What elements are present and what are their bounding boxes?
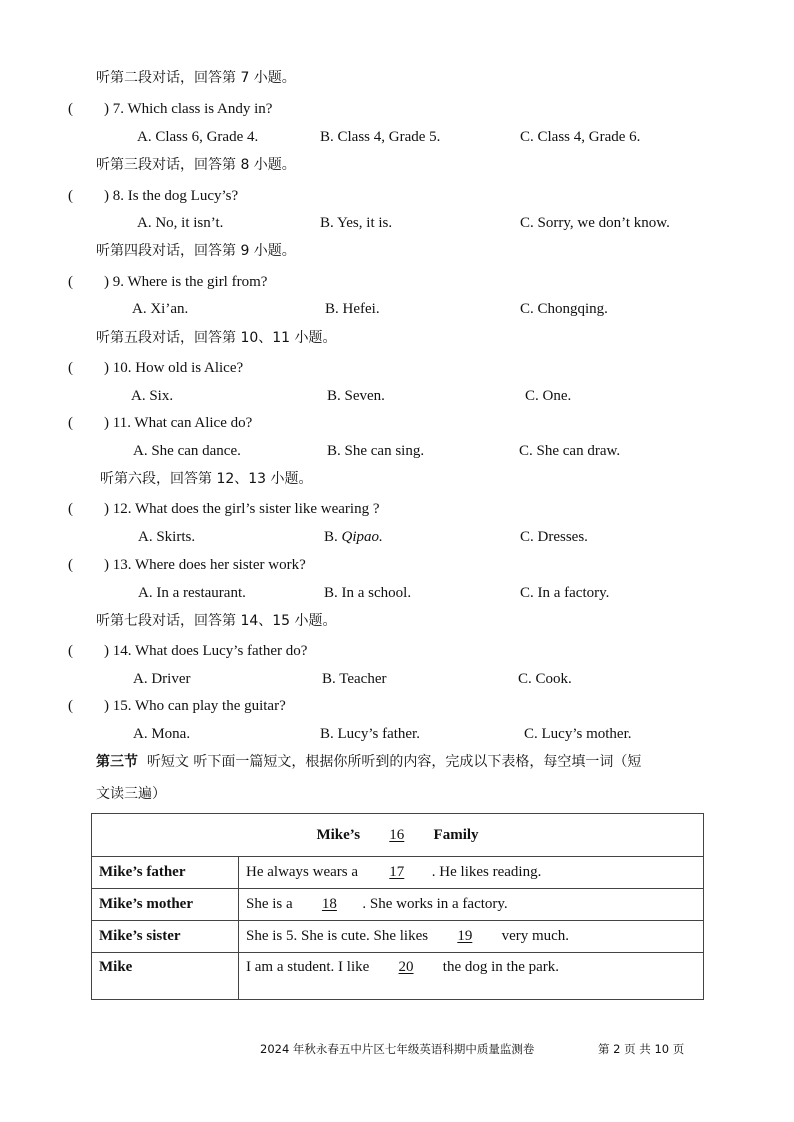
section-3-title: 第三节 — [96, 754, 138, 770]
question-text: ) 9. Where is the girl from? — [104, 274, 268, 290]
option-a: A. Six. — [131, 388, 174, 404]
answer-paren: ( — [68, 415, 73, 431]
option-b: B. Yes, it is. — [320, 215, 393, 231]
row-text-post: . He likes reading. — [431, 864, 542, 880]
dialogue-5-instruction: 听第五段对话，回答第 10、11 小题。 — [96, 330, 337, 346]
question-15 — [68, 696, 286, 716]
answer-paren: ( — [68, 643, 73, 659]
section-3-instruction — [96, 752, 641, 772]
option-a: A. No, it isn’t. — [137, 215, 224, 231]
table-header-cell — [92, 814, 704, 857]
row-label: Mike — [92, 953, 239, 1000]
option-b: B. She can sing. — [327, 443, 425, 459]
option-a: A. Skirts. — [138, 529, 196, 545]
question-text: ) 15. Who can play the guitar? — [104, 698, 286, 714]
question-13 — [68, 555, 306, 575]
row-content — [239, 889, 704, 921]
question-9 — [68, 272, 268, 292]
footer-page-number: 第 2 页 共 10 页 — [598, 1042, 685, 1056]
dialogue-7-instruction: 听第七段对话，回答第 14、15 小题。 — [96, 613, 337, 629]
row-label: Mike’s mother — [92, 889, 239, 921]
question-7 — [68, 99, 273, 119]
row-text-post: the dog in the park. — [439, 959, 560, 975]
option-c: C. One. — [525, 388, 572, 404]
table-row — [92, 953, 704, 1000]
dialogue-6-instruction: 听第六段，回答第 12、13 小题。 — [100, 471, 313, 487]
option-c: C. She can draw. — [519, 443, 621, 459]
answer-paren: ( — [68, 188, 73, 204]
answer-paren: ( — [68, 360, 73, 376]
table-row — [92, 921, 704, 953]
row-text-pre: She is a — [246, 896, 297, 912]
question-8 — [68, 186, 239, 206]
option-b: B. Hefei. — [325, 301, 380, 317]
row-label: Mike’s father — [92, 857, 239, 889]
row-text-pre: He always wears a — [246, 864, 362, 880]
question-14 — [68, 641, 308, 661]
option-a: A. Mona. — [133, 726, 191, 742]
section-3-instruction-line2: 文读三遍） — [96, 786, 166, 802]
answer-paren: ( — [68, 557, 73, 573]
row-label: Mike’s sister — [92, 921, 239, 953]
table-row — [92, 857, 704, 889]
option-c: C. Sorry, we don’t know. — [520, 215, 670, 231]
blank-20[interactable]: 20 — [398, 959, 414, 975]
question-text: ) 10. How old is Alice? — [104, 360, 244, 376]
answer-paren: ( — [68, 101, 73, 117]
option-b: B. Class 4, Grade 5. — [320, 129, 441, 145]
section-3-instruction-line1: 听短文 听下面一篇短文，根据你所听到的内容，完成以下表格，每空填一词（短 — [146, 754, 642, 770]
table-header-row — [92, 814, 704, 857]
option-a: A. Xi’an. — [132, 301, 189, 317]
option-prefix: B. — [324, 529, 342, 545]
table-row — [92, 889, 704, 921]
header-suffix: Family — [433, 826, 479, 843]
option-b: B. Teacher — [322, 671, 387, 687]
blank-19[interactable]: 19 — [457, 928, 473, 944]
question-text: ) 12. What does the girl’s sister like wearing ? — [104, 501, 380, 517]
answer-paren: ( — [68, 501, 73, 517]
question-11 — [68, 413, 253, 433]
option-a: A. Driver — [133, 671, 191, 687]
dialogue-3-instruction: 听第三段对话，回答第 8 小题。 — [96, 157, 296, 173]
blank-18[interactable]: 18 — [321, 896, 337, 912]
option-c: C. In a factory. — [520, 585, 610, 601]
option-c: C. Cook. — [518, 671, 572, 687]
answer-paren: ( — [68, 274, 73, 290]
dialogue-2-instruction: 听第二段对话，回答第 7 小题。 — [96, 70, 296, 86]
header-prefix: Mike’s — [316, 826, 361, 843]
family-table — [91, 813, 704, 1000]
question-text: ) 14. What does Lucy’s father do? — [104, 643, 308, 659]
option-b: B. In a school. — [324, 585, 412, 601]
row-text-pre: I am a student. I like — [246, 959, 374, 975]
option-b: B. Seven. — [327, 388, 385, 404]
dialogue-4-instruction: 听第四段对话，回答第 9 小题。 — [96, 243, 296, 259]
option-a: A. In a restaurant. — [138, 585, 246, 601]
option-c: C. Lucy’s mother. — [524, 726, 632, 742]
option-c: C. Dresses. — [520, 529, 588, 545]
option-b: B. Lucy’s father. — [320, 726, 420, 742]
answer-paren: ( — [68, 698, 73, 714]
row-text-post: very much. — [497, 928, 570, 944]
option-a: A. Class 6, Grade 4. — [137, 129, 259, 145]
question-text: ) 13. Where does her sister work? — [104, 557, 306, 573]
row-content — [239, 953, 704, 1000]
option-a: A. She can dance. — [133, 443, 241, 459]
question-text: ) 8. Is the dog Lucy’s? — [104, 188, 239, 204]
row-content — [239, 857, 704, 889]
question-10 — [68, 358, 244, 378]
option-b — [324, 527, 383, 547]
row-text-pre: She is 5. She is cute. She likes — [246, 928, 432, 944]
question-text: ) 11. What can Alice do? — [104, 415, 253, 431]
blank-17[interactable]: 17 — [389, 864, 405, 880]
question-12 — [68, 499, 380, 519]
option-c: C. Chongqing. — [520, 301, 608, 317]
option-c: C. Class 4, Grade 6. — [520, 129, 641, 145]
question-text: ) 7. Which class is Andy in? — [104, 101, 273, 117]
row-content — [239, 921, 704, 953]
row-text-post: . She works in a factory. — [362, 896, 508, 912]
footer-title: 2024 年秋永春五中片区七年级英语科期中质量监测卷 — [260, 1042, 535, 1056]
blank-16[interactable]: 16 — [389, 826, 405, 843]
option-italic-term: Qipao. — [341, 529, 383, 545]
